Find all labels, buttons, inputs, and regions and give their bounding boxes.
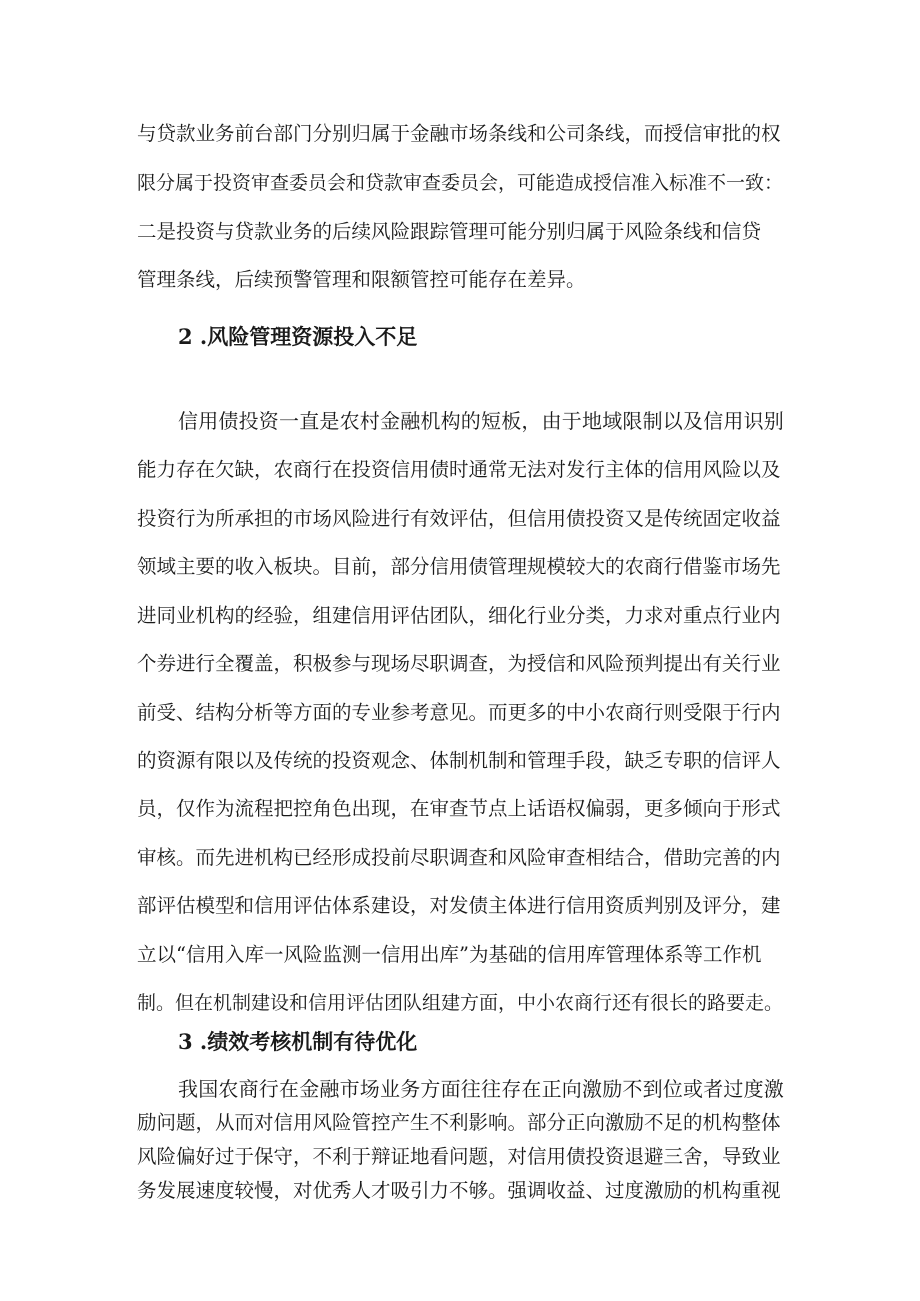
paragraph-2-line-4: 领域主要的收入板块。目前，部分信用债管理规模较大的农商行借鉴市场先 bbox=[137, 555, 781, 578]
paragraph-3-line-2: 励问题，从而对信用风险管控产生不利影响。部分正向激励不足的机构整体 bbox=[137, 1111, 781, 1134]
paragraph-2-line-3: 投资行为所承担的市场风险进行有效评估，但信用债投资又是传统固定收益 bbox=[137, 507, 781, 530]
paragraph-2-line-6: 个券进行全覆盖，积极参与现场尽职调查，为授信和风险预判提出有关行业 bbox=[137, 652, 781, 675]
paragraph-3-line-1: 我国农商行在金融市场业务方面往往存在正向激励不到位或者过度激 bbox=[178, 1077, 784, 1101]
paragraph-2-line-13: 制。但在机制建设和信用评估团队组建方面，中小农商行还有很长的路要走。 bbox=[137, 992, 784, 1014]
paragraph-2-line-12: 立以“信用入库一风险监测一信用出库”为基础的信用库管理体系等工作机 bbox=[137, 943, 762, 966]
paragraph-1-line-1: 与贷款业务前台部门分别归属于金融市场条线和公司条线，而授信审批的权 bbox=[137, 122, 781, 145]
paragraph-2-line-10: 审核。而先进机构已经形成投前尽职调查和风险审查相结合，借助完善的内 bbox=[137, 846, 781, 869]
paragraph-2-line-2: 能力存在欠缺，农商行在投资信用债时通常无法对发行主体的信用风险以及 bbox=[137, 458, 781, 481]
paragraph-3-line-4: 务发展速度较慢，对优秀人才吸引力不够。强调收益、过度激励的机构重视 bbox=[137, 1179, 781, 1202]
paragraph-2-line-1: 信用债投资一直是农村金融机构的短板，由于地域限制以及信用识别 bbox=[178, 409, 784, 433]
paragraph-2-line-11: 部评估模型和信用评估体系建设，对发债主体进行信用资质判别及评分，建 bbox=[137, 894, 781, 917]
paragraph-1-line-2: 限分属于投资审查委员会和贷款审查委员会，可能造成授信准入标准不一致： bbox=[137, 172, 784, 194]
paragraph-2-line-7: 前受、结构分析等方面的专业参考意见。而更多的中小农商行则受限于行内 bbox=[137, 701, 781, 724]
section-heading-3: 3 .绩效考核机制有待优化 bbox=[178, 1029, 418, 1054]
paragraph-1-line-3: 二是投资与贷款业务的后续风险跟踪管理可能分别归属于风险条线和信贷 bbox=[137, 220, 762, 243]
paragraph-2-line-9: 员，仅作为流程把控角色出现，在审查节点上话语权偏弱，更多倾向于形式 bbox=[137, 797, 781, 820]
section-heading-2: 2 .风险管理资源投入不足 bbox=[178, 324, 418, 349]
paragraph-2-line-8: 的资源有限以及传统的投资观念、体制机制和管理手段，缺乏专职的信评人 bbox=[137, 749, 781, 772]
paragraph-2-line-5: 进同业机构的经验，组建信用评估团队，细化行业分类，力求对重点行业内 bbox=[137, 604, 781, 627]
paragraph-1-line-4: 管理条线，后续预警管理和限额管控可能存在差异。 bbox=[137, 268, 586, 291]
paragraph-3-line-3: 风险偏好过于保守，不利于辩证地看问题，对信用债投资退避三舍，导致业 bbox=[137, 1145, 781, 1168]
